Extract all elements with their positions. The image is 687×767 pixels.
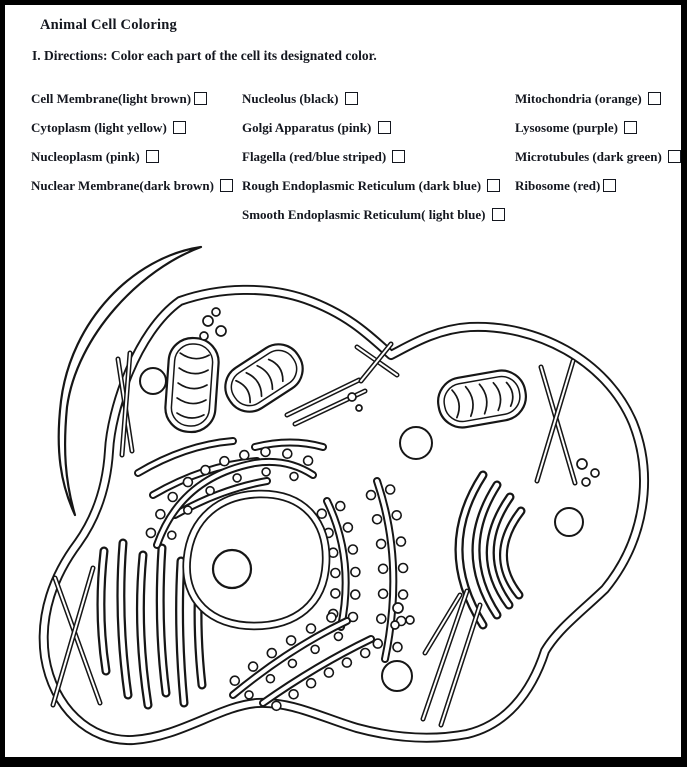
color-checkbox[interactable] [668,150,681,163]
legend-item-cell-membrane [31,89,233,118]
legend-item-nucleoplasm [31,147,233,176]
legend-item-nuclear-membrane [31,176,233,205]
legend-label: Nucleolus (black) [242,91,342,106]
legend-column-3 [515,89,681,205]
color-checkbox[interactable] [392,150,405,163]
color-checkbox[interactable] [378,121,391,134]
color-checkbox[interactable] [648,92,661,105]
color-checkbox[interactable] [624,121,637,134]
legend-label: Ribosome (red) [515,178,601,193]
legend-label: Nucleoplasm (pink) [31,149,143,164]
color-checkbox[interactable] [603,179,616,192]
legend-label: Lysosome (purple) [515,120,622,135]
legend-label: Golgi Apparatus (pink) [242,120,375,135]
legend-label: Flagella (red/blue striped) [242,149,390,164]
legend-label: Mitochondria (orange) [515,91,645,106]
color-checkbox[interactable] [146,150,159,163]
legend-item-golgi-apparatus [242,118,505,147]
cell-membrane-drawing [44,290,644,740]
legend-column-1 [31,89,233,205]
color-checkbox[interactable] [173,121,186,134]
legend-label: Smooth Endoplasmic Reticulum( light blue) [242,207,489,222]
legend-column-2 [242,89,505,234]
legend-label: Cytoplasm (light yellow) [31,120,171,135]
legend-item-lysosome [515,118,681,147]
color-checkbox[interactable] [220,179,233,192]
legend-label: Nuclear Membrane(dark brown) [31,178,218,193]
color-checkbox[interactable] [194,92,207,105]
legend-item-nucleolus [242,89,505,118]
legend-label: Cell Membrane(light brown) [31,91,192,106]
legend-item-ribosome [515,176,681,205]
legend-item-mitochondria [515,89,681,118]
page-title: Animal Cell Coloring [40,17,177,33]
legend-item-rough-er [242,176,505,205]
directions-text: I. Directions: Color each part of the cell its designated color. [32,48,377,63]
color-checkbox[interactable] [492,208,505,221]
nucleus-drawing [187,494,326,626]
animal-cell-diagram [5,233,687,767]
legend-item-microtubules [515,147,681,176]
color-checkbox[interactable] [487,179,500,192]
legend-item-smooth-er [242,205,505,234]
color-checkbox[interactable] [345,92,358,105]
legend-item-cytoplasm [31,118,233,147]
nucleolus-drawing [213,550,251,588]
legend-label: Microtubules (dark green) [515,149,666,164]
legend-item-flagella [242,147,505,176]
legend-label: Rough Endoplasmic Reticulum (dark blue) [242,178,485,193]
